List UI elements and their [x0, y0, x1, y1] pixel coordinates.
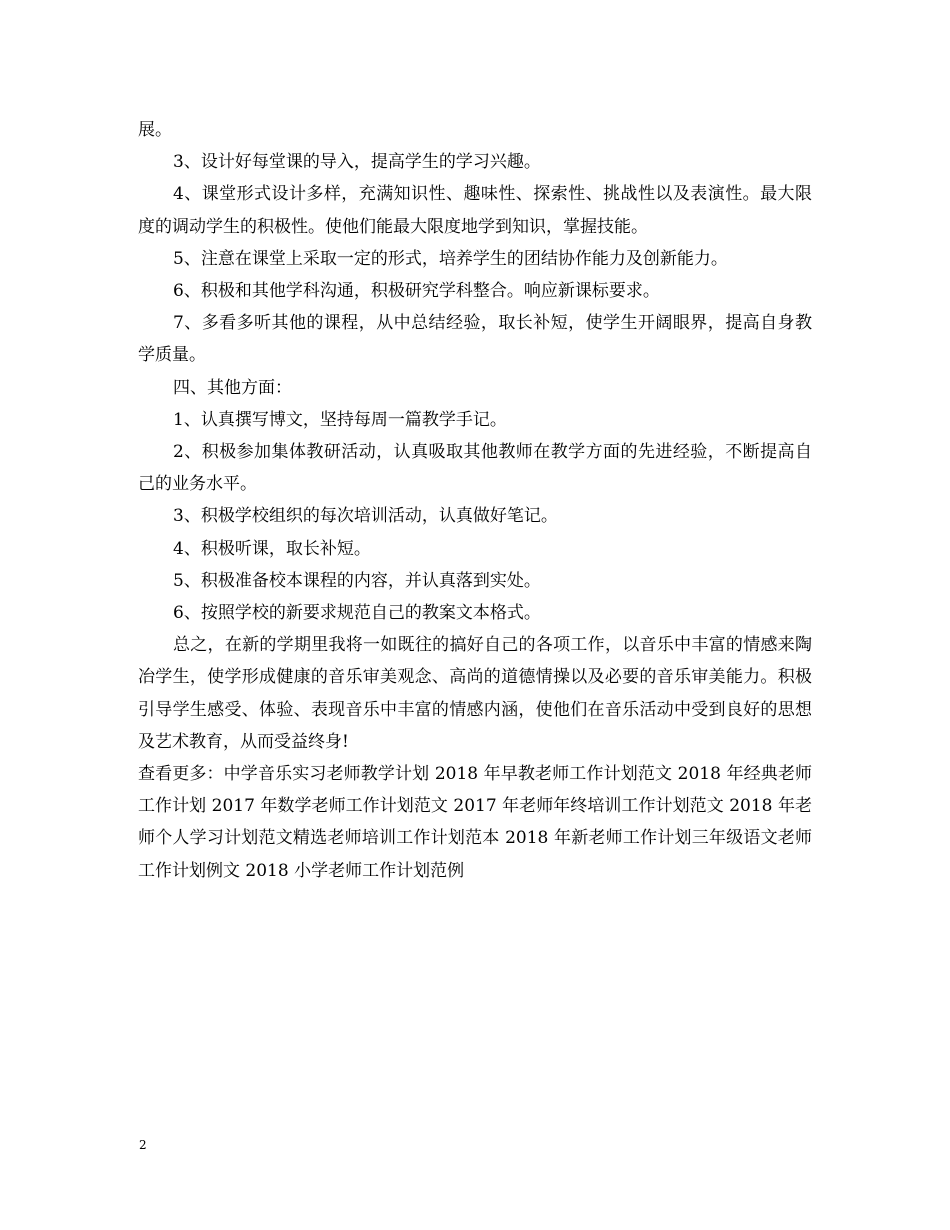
body-paragraph: 5、积极准备校本课程的内容，并认真落到实处。	[173, 570, 541, 591]
related-links-paragraph: 查看更多：中学音乐实习老师教学计划 2018 年早教老师工作计划范文 2018 年经典老师工作计划 2017 年数学老师工作计划范文 2017 年老师年终培训工作计划范文 2018 年老师个人学习计划范文精选老师培训工作计划范本 2018 年新老师工作计划三年级语文老师工作计划例文 2018 小学老师工作计划范例	[138, 764, 812, 881]
body-paragraph: 5、注意在课堂上采取一定的形式，培养学生的团结协作能力及创新能力。	[173, 248, 728, 269]
document-body	[138, 114, 812, 887]
body-paragraph: 四、其他方面：	[173, 377, 292, 398]
body-paragraph: 7、多看多听其他的课程，从中总结经验，取长补短，使学生开阔眼界，提高自身教学质量。	[138, 313, 812, 366]
body-paragraph: 3、设计好每堂课的导入，提高学生的学习兴趣。	[173, 152, 541, 173]
body-paragraph: 6、积极和其他学科沟通，积极研究学科整合。响应新课标要求。	[173, 281, 660, 302]
body-paragraph: 总之，在新的学期里我将一如既往的搞好自己的各项工作，以音乐中丰富的情感来陶冶学生，使学形成健康的音乐审美观念、高尚的道德情操以及必要的音乐审美能力。积极引导学生感受、体验、表现音乐中丰富的情感内涵，使他们在音乐活动中受到良好的思想及艺术教育，从而受益终身!	[138, 635, 812, 752]
body-paragraph: 1、认真撰写博文，坚持每周一篇教学手记。	[173, 409, 507, 430]
body-paragraph: 4、积极听课，取长补短。	[173, 538, 371, 559]
body-paragraph: 展。	[138, 120, 172, 140]
body-paragraph: 4、课堂形式设计多样，充满知识性、趣味性、探索性、挑战性以及表演性。最大限度的调动学生的积极性。使他们能最大限度地学到知识，掌握技能。	[138, 184, 812, 237]
body-paragraph: 6、按照学校的新要求规范自己的教案文本格式。	[173, 603, 541, 624]
body-paragraph: 2、积极参加集体教研活动，认真吸取其他教师在教学方面的先进经验，不断提高自己的业务水平。	[138, 442, 812, 495]
body-paragraph: 3、积极学校组织的每次培训活动，认真做好笔记。	[173, 506, 558, 527]
page-number: 2	[139, 1138, 147, 1152]
